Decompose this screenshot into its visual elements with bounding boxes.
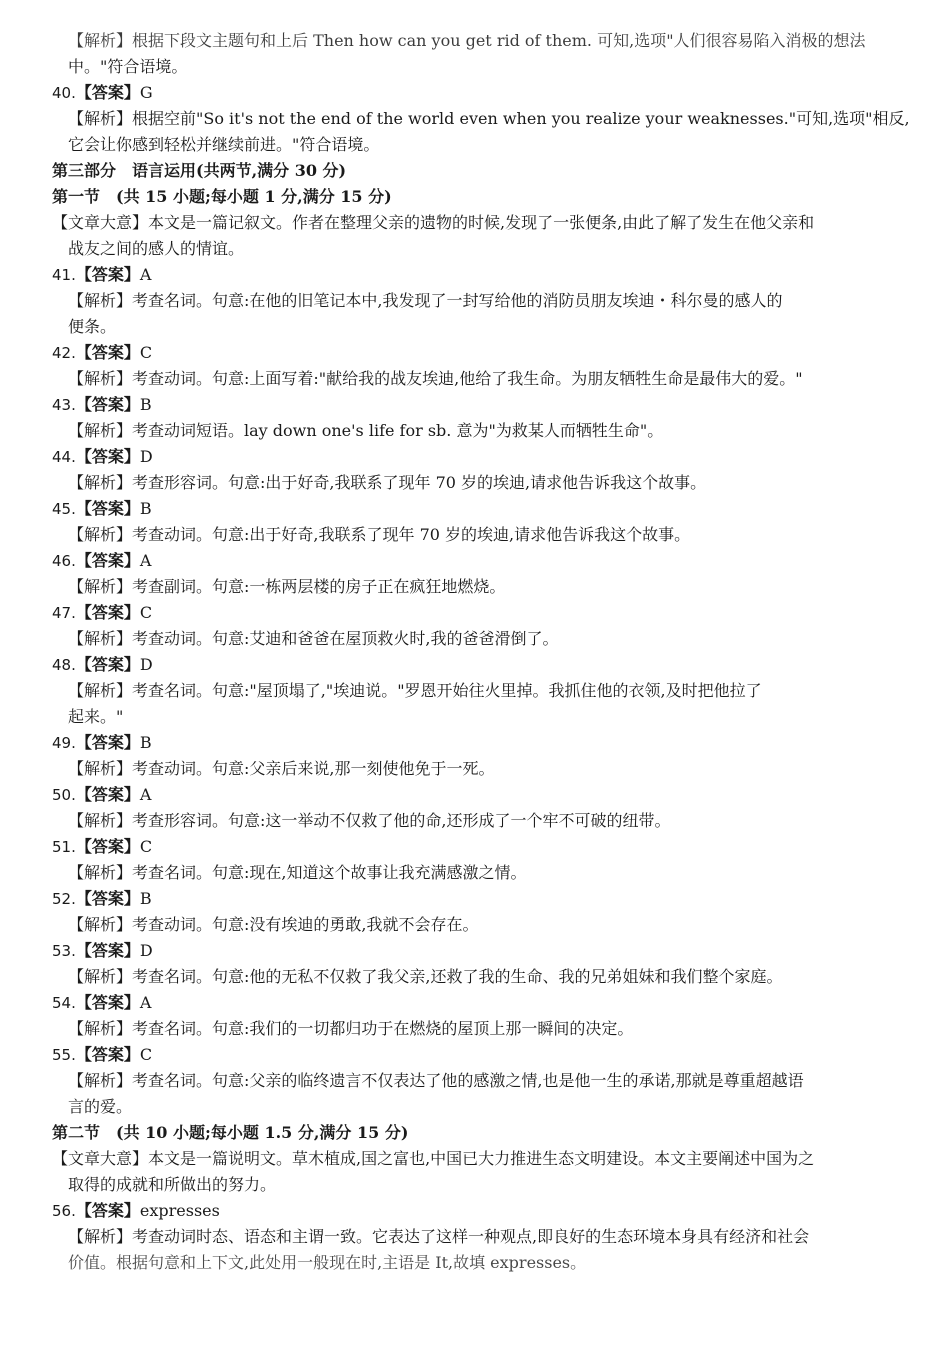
analysis-line: 【解析】考查动词。句意:上面写着:"献给我的战友埃迪,他给了我生命。为朋友牺牲生命是最伟大的爱。": [68, 369, 803, 388]
answer-tag: 【答案】: [75, 499, 140, 518]
answer-line: [52, 548, 910, 574]
answer-tag: 【答案】: [75, 993, 140, 1012]
answer-line: [52, 1042, 910, 1068]
item-number: 47.: [52, 604, 76, 622]
answer-line: [52, 444, 910, 470]
answer-line: [52, 938, 910, 964]
item-number: 45.: [52, 500, 76, 518]
answer-tag: 【答案】: [75, 265, 140, 284]
answer-value: D: [139, 447, 153, 466]
answer-value: D: [139, 655, 153, 674]
analysis-line: 【解析】考查动词。句意:父亲后来说,那一刻使他免于一死。: [68, 759, 495, 778]
answer-line: [52, 834, 910, 860]
answer-line-40: [52, 80, 910, 106]
analysis-line: 【解析】考查动词短语。lay down one's life for sb. 意为"为救某人而牺牲生命"。: [68, 421, 664, 440]
answer-tag: 【答案】: [75, 733, 140, 752]
answer-line: [52, 652, 910, 678]
item-number: 44.: [52, 448, 76, 466]
analysis-line: 【解析】考查副词。句意:一栋两层楼的房子正在疯狂地燃烧。: [68, 577, 506, 596]
answer-tag: 【答案】: [75, 1045, 140, 1064]
answer-line: [52, 392, 910, 418]
answer-line: [52, 730, 910, 756]
item-number: 46.: [52, 552, 76, 570]
answer-value: G: [139, 83, 153, 102]
answer-tag: 【答案】: [75, 785, 140, 804]
item-number: 54.: [52, 994, 76, 1012]
analysis-line: 言的爱。: [68, 1097, 133, 1116]
answer-value: C: [139, 1045, 153, 1064]
answer-value: B: [139, 889, 152, 908]
item-number: 42.: [52, 344, 76, 362]
analysis-line: 【解析】考查名词。句意:现在,知道这个故事让我充满感激之情。: [68, 863, 527, 882]
answer-line: [52, 600, 910, 626]
item-number: 55.: [52, 1046, 76, 1064]
section1-summary-line-1: 【文章大意】本文是一篇记叙文。作者在整理父亲的遗物的时候,发现了一张便条,由此了解了发生在他父亲和: [52, 213, 815, 232]
analysis-line: 【解析】考查动词。句意:没有埃迪的勇敢,我就不会存在。: [68, 915, 479, 934]
analysis-line: 【解析】考查名词。句意:我们的一切都归功于在燃烧的屋顶上那一瞬间的决定。: [68, 1019, 634, 1038]
analysis-line: 【解析】考查名词。句意:"屋顶塌了,"埃迪说。"罗恩开始往火里掉。我抓住他的衣领,及时把他拉了: [68, 681, 762, 700]
answer-value: B: [139, 499, 152, 518]
document-body: [52, 31, 910, 1272]
answer-tag: 【答案】: [75, 551, 140, 570]
answer-line: [52, 496, 910, 522]
analysis-line: 【解析】考查名词。句意:他的无私不仅救了我父亲,还救了我的生命、我的兄弟姐妹和我们整个家庭。: [68, 967, 783, 986]
answer-tag: 【答案】: [75, 395, 140, 414]
item-number: 50.: [52, 786, 76, 804]
answer-value: expresses: [139, 1201, 220, 1220]
answer-tag: 【答案】: [75, 343, 140, 362]
analysis-line: 【解析】考查名词。句意:在他的旧笔记本中,我发现了一封写给他的消防员朋友埃迪・科尔曼的感人的: [68, 291, 783, 310]
analysis-line: 【解析】考查动词。句意:艾迪和爸爸在屋顶救火时,我的爸爸滑倒了。: [68, 629, 559, 648]
cut-off-bottom-line: 价值。根据句意和上下文,此处用一般现在时,主语是 It,故填 expresses。: [68, 1253, 587, 1272]
item-number: 56.: [52, 1202, 76, 1220]
answer-tag: 【答案】: [75, 837, 140, 856]
answer-value: D: [139, 941, 153, 960]
answer-value: C: [139, 837, 153, 856]
answer-line-56: [52, 1198, 910, 1224]
answer-value: B: [139, 395, 152, 414]
answer-tag: 【答案】: [75, 1201, 140, 1220]
answer-tag: 【答案】: [75, 83, 140, 102]
section2-summary-line-1: 【文章大意】本文是一篇说明文。草木植成,国之富也,中国已大力推进生态文明建设。本文主要阐述中国为之: [52, 1149, 815, 1168]
section2-title: 第二节 (共 10 小题;每小题 1.5 分,满分 15 分): [52, 1123, 409, 1142]
answer-line: [52, 990, 910, 1016]
answer-line: [52, 782, 910, 808]
answer-tag: 【答案】: [75, 889, 140, 908]
section1-summary-line-2: 战友之间的感人的情谊。: [68, 239, 245, 258]
answer-value: A: [139, 265, 152, 284]
answer-value: C: [139, 603, 153, 622]
section2-summary-line-2: 取得的成就和所做出的努力。: [68, 1175, 277, 1194]
answer-line: [52, 886, 910, 912]
answer-tag: 【答案】: [75, 941, 140, 960]
answer-value: C: [139, 343, 153, 362]
answer-items-list: [52, 262, 910, 1120]
part3-title: 第三部分 语言运用(共两节,满分 30 分): [52, 161, 347, 180]
answer-value: B: [139, 733, 152, 752]
item-number: 51.: [52, 838, 76, 856]
analysis-line: 【解析】考查形容词。句意:这一举动不仅救了他的命,还形成了一个牢不可破的纽带。: [68, 811, 671, 830]
answer-line: [52, 340, 910, 366]
analysis-line: 便条。: [68, 317, 117, 336]
answer-tag: 【答案】: [75, 655, 140, 674]
item-number: 48.: [52, 656, 76, 674]
item-number: 40.: [52, 84, 76, 102]
item-number: 52.: [52, 890, 76, 908]
analysis-line: 起来。": [68, 707, 124, 726]
top-fragment-end: 中。"符合语境。: [68, 57, 188, 76]
analysis-line: 【解析】考查名词。句意:父亲的临终遗言不仅表达了他的感激之情,也是他一生的承诺,那就是尊重超越语: [68, 1071, 804, 1090]
analysis-line: 【解析】考查动词。句意:出于好奇,我联系了现年 70 岁的埃迪,请求他告诉我这个故事。: [68, 525, 691, 544]
analysis-56-line-1: 【解析】考查动词时态、语态和主谓一致。它表达了这样一种观点,即良好的生态环境本身具有经济和社会: [68, 1227, 810, 1246]
answer-value: A: [139, 785, 152, 804]
item-number: 41.: [52, 266, 76, 284]
section1-title: 第一节 (共 15 小题;每小题 1 分,满分 15 分): [52, 187, 392, 206]
answer-value: A: [139, 551, 152, 570]
cut-off-top-line: 【解析】根据下段文主题句和上后 Then how can you get rid of them. 可知,选项"人们很容易陷入消极的想法: [68, 31, 866, 50]
item-number: 49.: [52, 734, 76, 752]
analysis-line: 【解析】考查形容词。句意:出于好奇,我联系了现年 70 岁的埃迪,请求他告诉我这个故事。: [68, 473, 707, 492]
analysis-40-line-2: 它会让你感到轻松并继续前进。"符合语境。: [68, 135, 380, 154]
answer-tag: 【答案】: [75, 603, 140, 622]
item-number: 53.: [52, 942, 76, 960]
analysis-40-line-1: 【解析】根据空前"So it's not the end of the world even when you realize your weaknesses."可知,选项"相反,: [68, 109, 910, 128]
answer-value: A: [139, 993, 152, 1012]
item-number: 43.: [52, 396, 76, 414]
answer-line: [52, 262, 910, 288]
answer-tag: 【答案】: [75, 447, 140, 466]
